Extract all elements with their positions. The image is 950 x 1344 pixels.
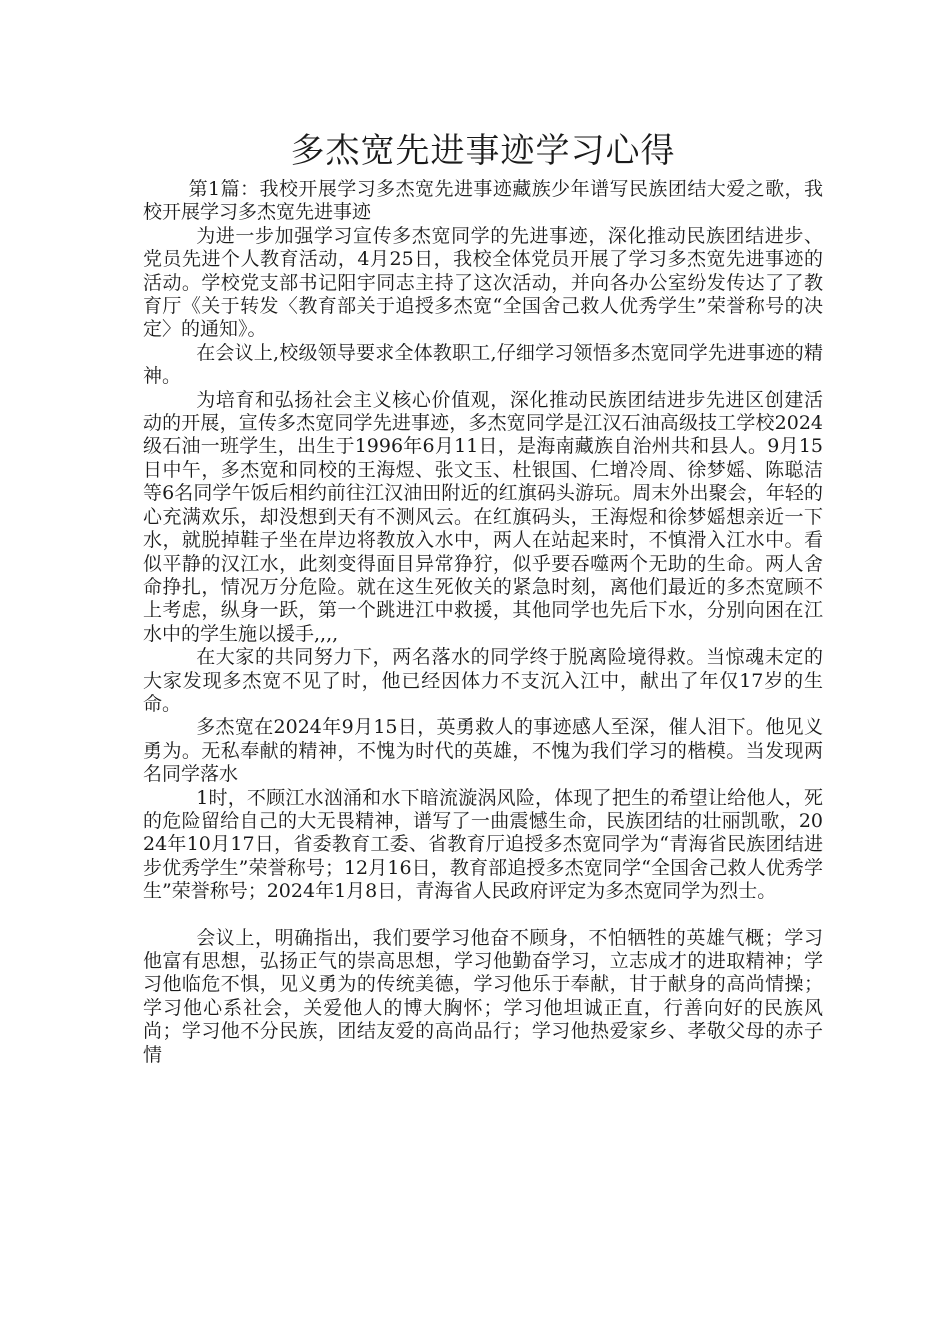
paragraph-praise: 多杰宽在2024年9月15日，英勇救人的事迹感人至深，催人泪下。他见义勇为。无私奉献的精神，不愧为时代的英雄，不愧为我们学习的楷模。当发现两名同学落水 bbox=[143, 716, 823, 786]
paragraph-honors: 1时，不顾江水汹涌和水下暗流漩涡风险，体现了把生的希望让给他人，死的危险留给自己的大无畏精神，谱写了一曲震憾生命，民族团结的壮丽凯歌，2024年10月17日，省委教育工委、省教育厅追授多杰宽同学为“青海省民族团结进步优秀学生”荣誉称号；12月16日，教育部追授多杰宽同学“全国舍己救人优秀学生”荣誉称号；2024年1月8日，青海省人民政府评定为多杰宽同学为烈士。 bbox=[143, 786, 823, 903]
document-title: 多杰宽先进事迹学习心得 bbox=[290, 131, 676, 171]
paragraph-story: 为培育和弘扬社会主义核心价值观，深化推动民族团结进步先进区创建活动的开展，宣传多杰宽同学先进事迹，多杰宽同学是江汉石油高级技工学校2024级石油一班学生，出生于1996年6月11日，是海南藏族自治州共和县人。9月15日中午，多杰宽和同校的王海煜、张文玉、杜银国、仁增冷周、徐梦媱、陈聪洁等6名同学午饭后相约前往江汉油田附近的红旗码头游玩。周末外出聚会，年轻的心充满欢乐，却没想到天有不测风云。在红旗码头，王海煜和徐梦媱想亲近一下水，就脱掉鞋子坐在岸边将教放入水中，两人在站起来时，不慎滑入江水中。看似平静的汉江水，此刻变得面目异常狰狞，似乎要吞噬两个无助的生命。两人舍命挣扎，情况万分危险。就在这生死攸关的紧急时刻，离他们最近的多杰宽顾不上考虑，纵身一跃，第一个跳进江中救援，其他同学也先后下水，分别向困在江水中的学生施以援手,,,, bbox=[143, 388, 823, 645]
paragraph-section-heading: 第1篇：我校开展学习多杰宽先进事迹藏族少年谱写民族团结大爱之歌，我校开展学习多杰宽先进事迹 bbox=[143, 178, 823, 224]
paragraph-conclusion: 会议上，明确指出，我们要学习他奋不顾身，不怕牺牲的英雄气概；学习他富有思想，弘扬正气的崇高思想，学习他勤奋学习，立志成才的进取精神；学习他临危不惧，见义勇为的传统美德，学习他乐于奉献，甘于献身的高尚情操；学习他心系社会，关爱他人的博大胸怀；学习他坦诚正直，行善向好的民族风尚；学习他不分民族，团结友爱的高尚品行；学习他热爱家乡、孝敬父母的赤子情 bbox=[143, 926, 823, 1066]
paragraph-rescue-result: 在大家的共同努力下，两名落水的同学终于脱离险境得救。当惊魂未定的大家发现多杰宽不见了时，他已经因体力不支沉入江中，献出了年仅17岁的生命。 bbox=[143, 646, 823, 715]
paragraph-spacer bbox=[143, 904, 823, 927]
paragraph-meeting-requirement: 在会议上,校级领导要求全体教职工,仔细学习领悟多杰宽同学先进事迹的精神。 bbox=[143, 341, 823, 388]
document-page bbox=[143, 128, 823, 1067]
paragraph-intro: 为进一步加强学习宣传多杰宽同学的先进事迹，深化推动民族团结进步、党员先进个人教育活动，4月25日，我校全体党员开展了学习多杰宽先进事迹的活动。学校党支部书记阳宇同志主持了这次活动，并向各办公室纷发传达了了教育厅《关于转发〈教育部关于追授多杰宽“全国舍己救人优秀学生”荣誉称号的决定〉的通知》。 bbox=[143, 224, 823, 341]
